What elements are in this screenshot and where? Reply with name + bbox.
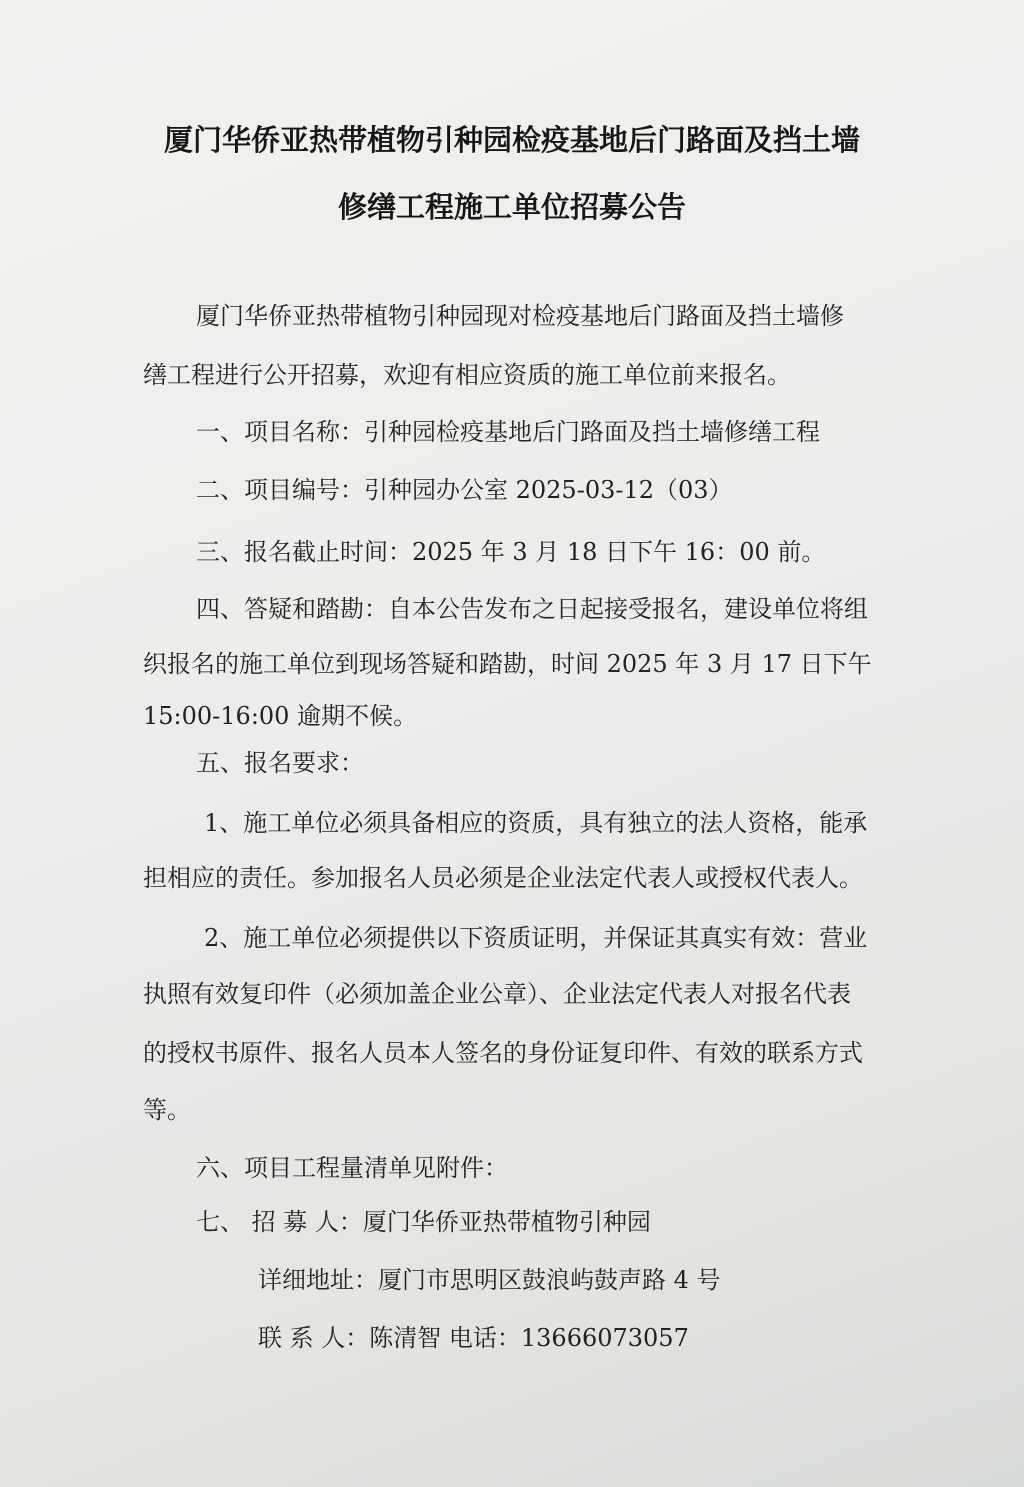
notice-title-line-1: 厦门华侨亚热带植物引种园检疫基地后门路面及挡土墙 (163, 123, 860, 157)
detailed-address: 详细地址：厦门市思明区鼓浪屿鼓声路 4 号 (258, 1266, 721, 1294)
qa-line-1: 四、答疑和踏勘：自本公告发布之日起接受报名，建设单位将组 (196, 595, 868, 623)
requirement-1-line-2: 担相应的责任。参加报名人员必须是企业法定代表人或授权代表人。 (143, 864, 863, 892)
qa-line-2: 织报名的施工单位到现场答疑和踏勘，时间 2025 年 3 月 17 日下午 (143, 650, 872, 678)
contact-person: 联 系 人：陈清智 电话：13666073057 (258, 1324, 689, 1352)
qa-line-3: 15:00-16:00 逾期不候。 (143, 702, 418, 730)
bill-of-quantities: 六、项目工程量清单见附件： (196, 1154, 508, 1182)
requirement-1-line-1: 1、施工单位必须具备相应的资质，具有独立的法人资格，能承 (204, 809, 868, 837)
intro-line-2: 缮工程进行公开招募，欢迎有相应资质的施工单位前来报名。 (143, 361, 791, 389)
requirement-2-line-4: 等。 (143, 1096, 191, 1124)
notice-title-line-2: 修缮工程施工单位招募公告 (337, 190, 686, 224)
requirement-2-line-1: 2、施工单位必须提供以下资质证明，并保证其真实有效：营业 (204, 924, 868, 952)
requirement-2-line-3: 的授权书原件、报名人员本人签名的身份证复印件、有效的联系方式 (143, 1039, 863, 1067)
intro-line-1: 厦门华侨亚热带植物引种园现对检疫基地后门路面及挡土墙修 (196, 302, 844, 330)
project-name: 一、项目名称：引种园检疫基地后门路面及挡土墙修缮工程 (196, 418, 820, 446)
registration-deadline: 三、报名截止时间：2025 年 3 月 18 日下午 16：00 前。 (196, 538, 826, 566)
requirement-2-line-2: 执照有效复印件（必须加盖企业公章）、企业法定代表人对报名代表 (143, 980, 851, 1008)
recruiter: 七、 招 募 人：厦门华侨亚热带植物引种园 (196, 1208, 651, 1236)
requirements-heading: 五、报名要求： (196, 749, 364, 777)
project-number: 二、项目编号：引种园办公室 2025-03-12（03） (196, 476, 733, 504)
